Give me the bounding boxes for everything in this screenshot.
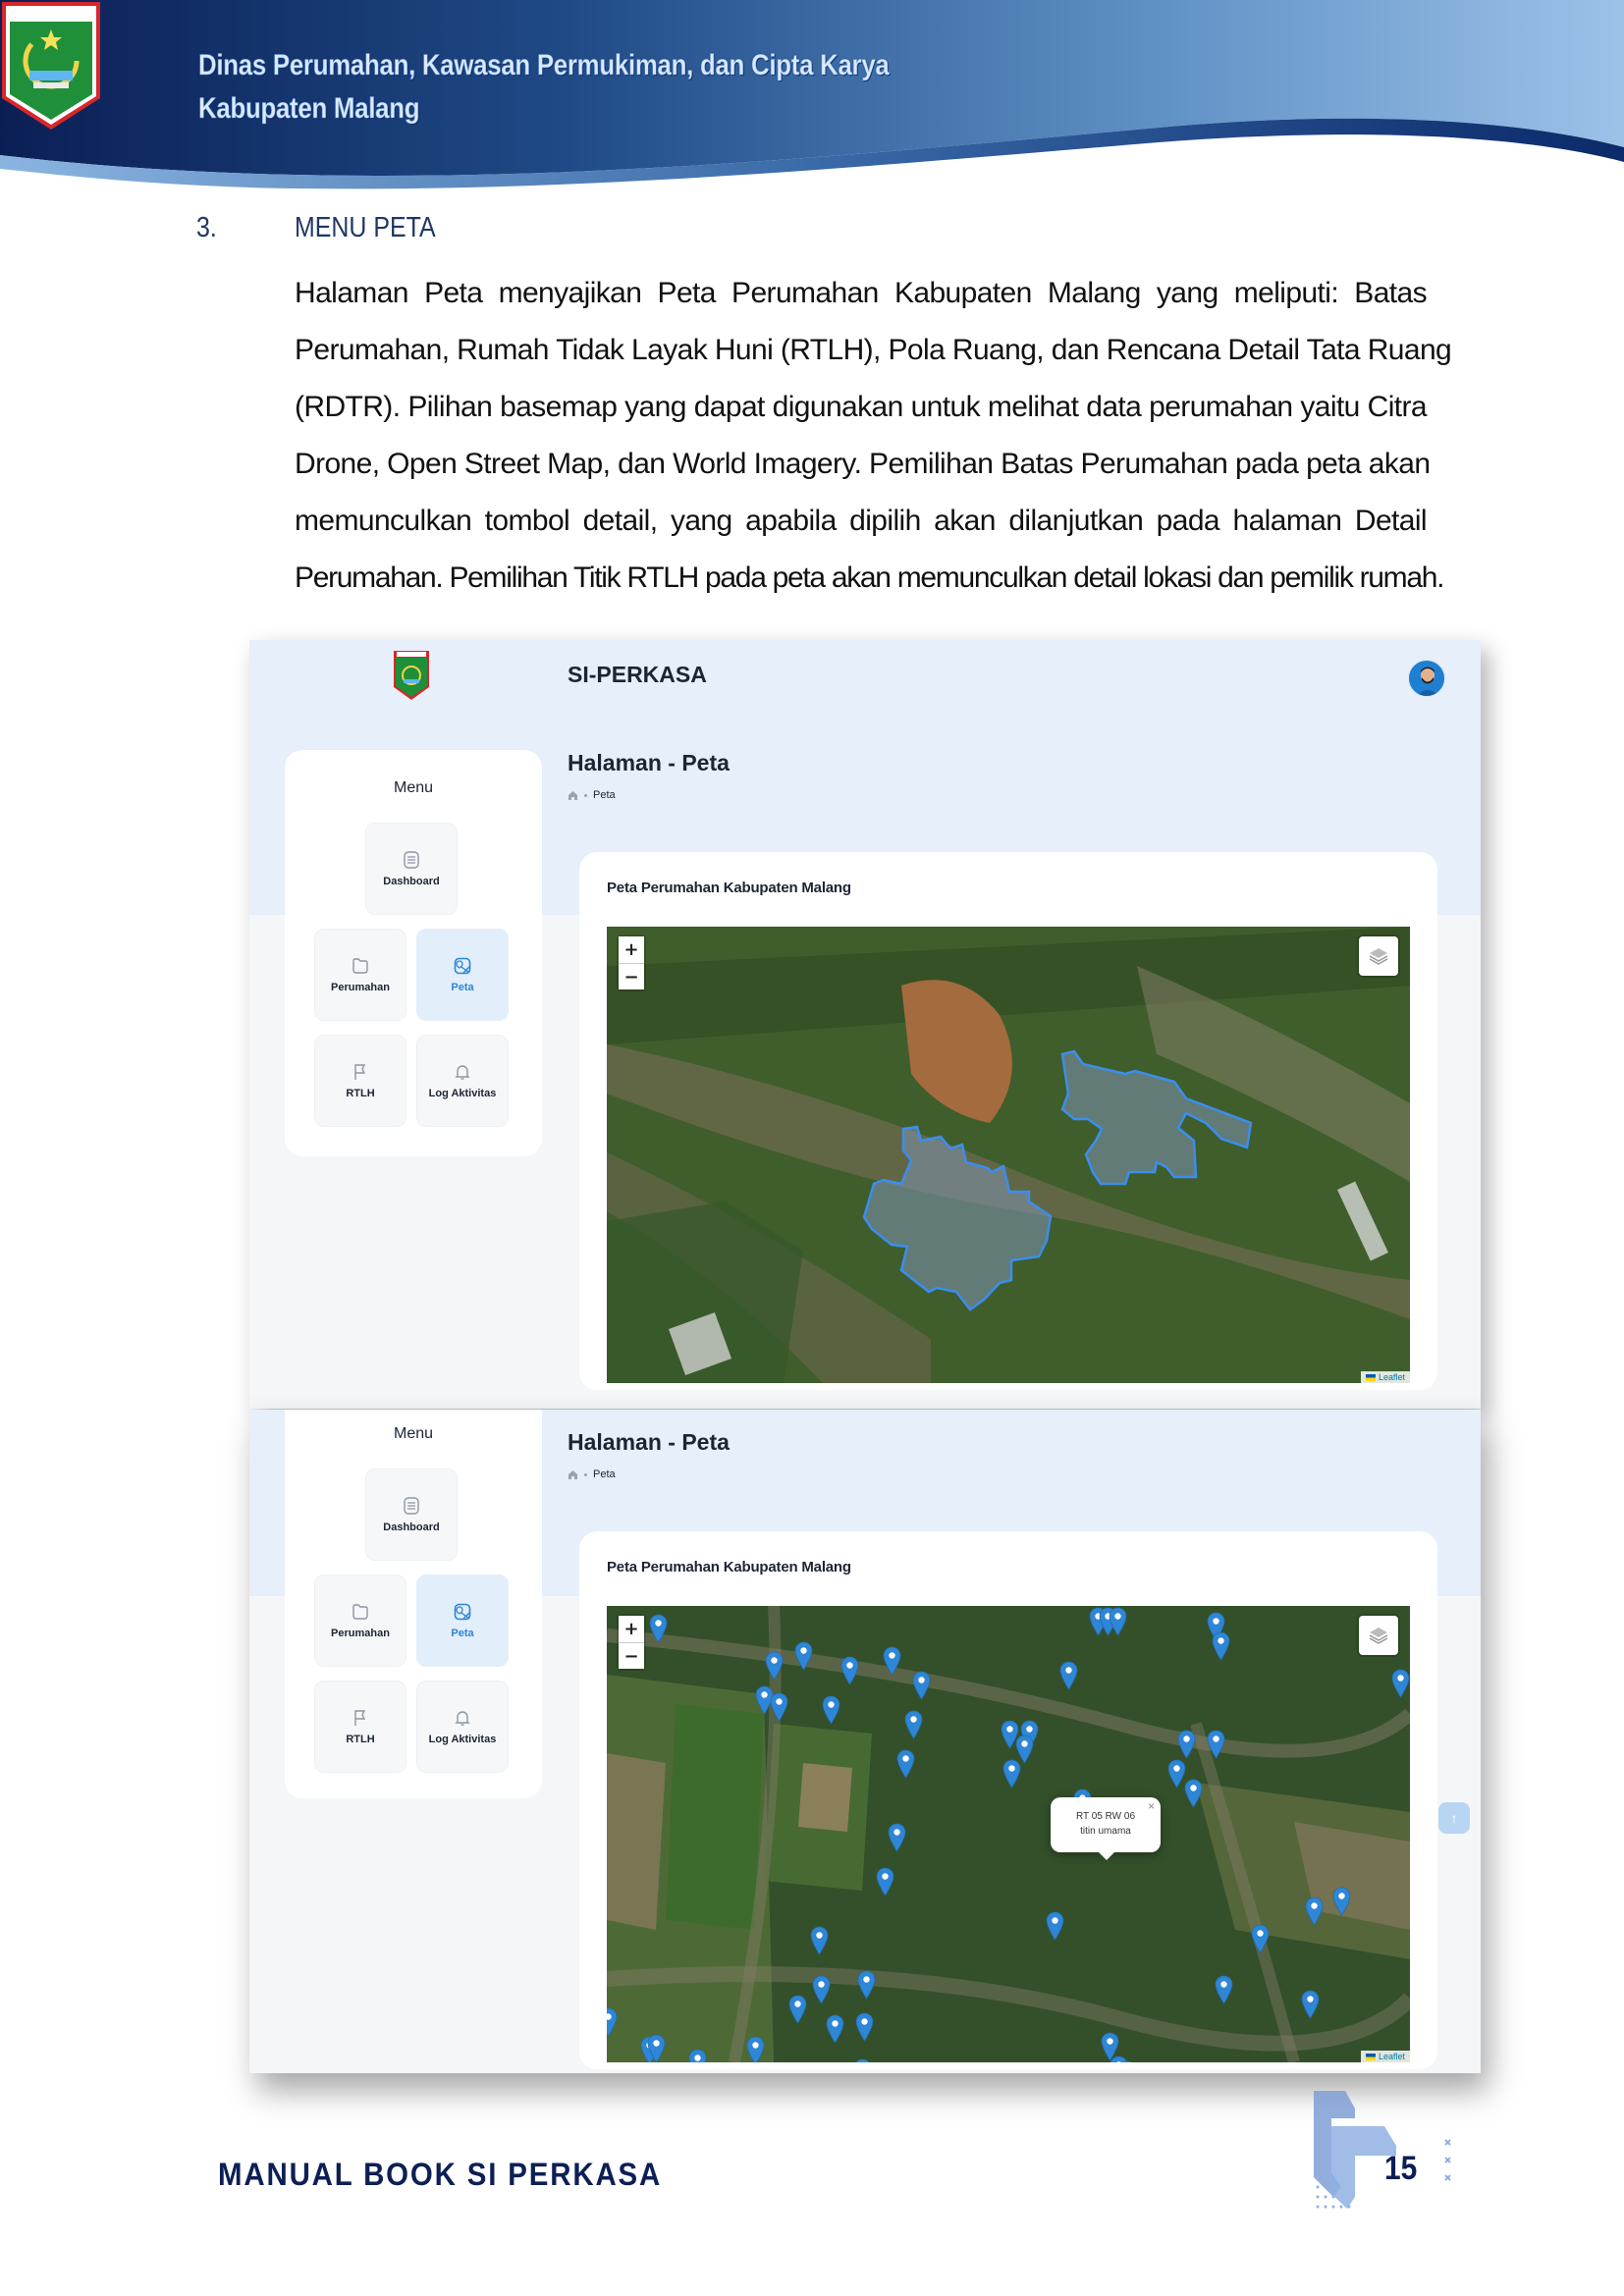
page-heading: Halaman - Peta bbox=[568, 1429, 730, 1455]
menu-item-label: RTLH bbox=[346, 1088, 375, 1099]
rtlh-marker-icon[interactable] bbox=[888, 1823, 906, 1852]
home-icon[interactable] bbox=[568, 1469, 578, 1480]
menu-item-label: Dashboard bbox=[383, 876, 440, 887]
flag-icon bbox=[351, 1708, 370, 1728]
paragraph-line: Perumahan. Pemilihan Titik RTLH pada peta akan memunculkan detail lokasi dan pemilik rumah. bbox=[295, 561, 1444, 594]
rtlh-marker-icon[interactable] bbox=[876, 1867, 894, 1896]
paragraph-line: memunculkan tombol detail, yang apabila dipilih akan dilanjutkan pada halaman Detail bbox=[295, 505, 1427, 537]
layers-control-button[interactable] bbox=[1359, 1616, 1398, 1655]
section-title: MENU PETA bbox=[295, 212, 436, 243]
rtlh-marker-icon[interactable] bbox=[1301, 1990, 1320, 2019]
map-card bbox=[579, 852, 1437, 1390]
menu-item-peta[interactable] bbox=[416, 1575, 509, 1667]
menu-item-dashboard[interactable] bbox=[365, 823, 458, 915]
satellite-map[interactable] bbox=[607, 1606, 1410, 2062]
menu-item-label: Peta bbox=[451, 982, 474, 993]
menu-item-label: RTLH bbox=[346, 1734, 375, 1745]
rtlh-marker-icon[interactable] bbox=[1207, 1730, 1225, 1759]
map-icon bbox=[453, 1602, 472, 1622]
menu-item-label: Log Aktivitas bbox=[428, 1088, 497, 1099]
rtlh-marker-icon[interactable] bbox=[1305, 1896, 1324, 1926]
satellite-map[interactable] bbox=[607, 927, 1410, 1383]
organization-name: Dinas Perumahan, Kawasan Permukiman, dan Cipta Karya bbox=[198, 49, 890, 81]
zoom-control bbox=[619, 1616, 644, 1669]
satellite-imagery bbox=[607, 927, 1410, 1383]
map-card-title: Peta Perumahan Kabupaten Malang bbox=[607, 1559, 851, 1575]
menu-item-dashboard[interactable] bbox=[365, 1468, 458, 1561]
paragraph-line: Drone, Open Street Map, dan World Imagery. Pemilihan Batas Perumahan pada peta akan bbox=[295, 448, 1431, 480]
app-title: SI-PERKASA bbox=[568, 662, 707, 687]
rtlh-marker-icon[interactable] bbox=[794, 1641, 813, 1671]
footer-decoration-graphic bbox=[1306, 2079, 1463, 2216]
rtlh-marker-icon[interactable] bbox=[1184, 1779, 1203, 1808]
app-logo-icon bbox=[393, 650, 430, 701]
rtlh-marker-icon[interactable] bbox=[826, 2014, 844, 2044]
rtlh-marker-icon[interactable] bbox=[788, 1995, 807, 2024]
breadcrumb-separator bbox=[584, 794, 587, 797]
menu-title: Menu bbox=[393, 779, 434, 796]
popup-owner: titin umama bbox=[1080, 1826, 1131, 1837]
list-icon bbox=[402, 850, 421, 870]
breadcrumb-current: Peta bbox=[593, 1468, 616, 1480]
map-card bbox=[579, 1531, 1437, 2069]
menu-item-rtlh[interactable] bbox=[314, 1035, 406, 1127]
menu-item-log-aktivitas[interactable] bbox=[416, 1681, 509, 1773]
kabupaten-malang-crest-icon bbox=[0, 0, 102, 132]
rtlh-marker-icon[interactable] bbox=[746, 2036, 765, 2062]
menu-item-label: Peta bbox=[451, 1628, 474, 1639]
layers-icon bbox=[1367, 1624, 1390, 1647]
rtlh-marker-icon[interactable] bbox=[896, 1749, 915, 1779]
ukraine-flag-icon bbox=[1366, 2054, 1376, 2060]
folder-icon bbox=[351, 956, 370, 976]
menu-item-perumahan[interactable] bbox=[314, 1575, 406, 1667]
page-heading: Halaman - Peta bbox=[568, 750, 730, 775]
rtlh-marker-icon[interactable] bbox=[647, 2034, 666, 2062]
map-attribution[interactable] bbox=[1361, 1371, 1410, 1383]
folder-icon bbox=[351, 1602, 370, 1622]
rtlh-marker-icon[interactable] bbox=[810, 1926, 829, 1955]
rtlh-marker-icon[interactable] bbox=[840, 1656, 859, 1685]
rtlh-marker-icon[interactable] bbox=[649, 1614, 668, 1643]
layers-control-button[interactable] bbox=[1359, 936, 1398, 976]
rtlh-marker-icon[interactable] bbox=[1118, 2060, 1137, 2062]
rtlh-marker-icon[interactable] bbox=[1002, 1759, 1021, 1789]
map-card-title: Peta Perumahan Kabupaten Malang bbox=[607, 880, 851, 896]
rtlh-marker-icon[interactable] bbox=[607, 2007, 618, 2037]
menu-item-label: Log Aktivitas bbox=[428, 1734, 497, 1745]
paragraph-line: Perumahan, Rumah Tidak Layak Huni (RTLH), Pola Ruang, dan Rencana Detail Tata Ruang bbox=[295, 334, 1452, 366]
rtlh-marker-icon[interactable] bbox=[1109, 1607, 1127, 1636]
rtlh-marker-icon[interactable] bbox=[770, 1692, 788, 1722]
map-attribution[interactable] bbox=[1361, 2051, 1410, 2062]
breadcrumb-separator bbox=[584, 1473, 587, 1476]
zoom-out-button[interactable]: − bbox=[619, 963, 644, 989]
organization-region: Kabupaten Malang bbox=[198, 92, 420, 125]
sidebar-menu bbox=[285, 750, 542, 1156]
rtlh-marker-icon[interactable] bbox=[912, 1671, 931, 1700]
zoom-out-button[interactable]: − bbox=[619, 1642, 644, 1669]
rtlh-marker-icon[interactable] bbox=[904, 1710, 923, 1739]
page-number: 15 bbox=[1384, 2150, 1418, 2187]
rtlh-marker-icon[interactable] bbox=[1212, 1631, 1230, 1661]
list-icon bbox=[402, 1496, 421, 1516]
rtlh-marker-icon[interactable] bbox=[1046, 1911, 1064, 1941]
breadcrumb-current: Peta bbox=[593, 789, 616, 801]
leaflet-link[interactable]: Leaflet bbox=[1378, 1372, 1405, 1382]
paragraph-line: (RDTR). Pilihan basemap yang dapat digunakan untuk melihat data perumahan yaitu Citra bbox=[295, 391, 1427, 423]
home-icon[interactable] bbox=[568, 790, 578, 801]
rtlh-marker-icon[interactable] bbox=[853, 2058, 872, 2062]
document-header-banner bbox=[0, 0, 1624, 196]
flag-icon bbox=[351, 1062, 370, 1082]
rtlh-marker-icon[interactable] bbox=[1059, 1661, 1078, 1690]
leaflet-link[interactable]: Leaflet bbox=[1378, 2052, 1405, 2061]
rtlh-marker-icon[interactable] bbox=[1332, 1887, 1351, 1916]
rtlh-marker-icon[interactable] bbox=[822, 1695, 840, 1725]
section-number: 3. bbox=[196, 212, 217, 243]
popup-close-button[interactable]: × bbox=[1147, 1799, 1155, 1813]
rtlh-marker-icon[interactable] bbox=[1251, 1924, 1270, 1953]
popup-location: RT 05 RW 06 bbox=[1075, 1811, 1136, 1822]
map-icon bbox=[453, 956, 472, 976]
menu-item-label: Perumahan bbox=[331, 1628, 390, 1639]
zoom-control bbox=[619, 936, 644, 989]
breadcrumb bbox=[568, 789, 616, 801]
ukraine-flag-icon bbox=[1366, 1374, 1376, 1381]
zoom-in-button[interactable]: + bbox=[619, 1616, 644, 1642]
screenshot-map-rtlh-points bbox=[249, 1410, 1481, 2073]
rtlh-marker-icon[interactable] bbox=[688, 2049, 707, 2062]
rtlh-marker-icon[interactable] bbox=[1391, 1669, 1410, 1698]
menu-item-rtlh[interactable] bbox=[314, 1681, 406, 1773]
rtlh-marker-icon[interactable] bbox=[855, 2012, 874, 2042]
rtlh-popup bbox=[1051, 1797, 1161, 1852]
bell-icon bbox=[453, 1062, 472, 1082]
rtlh-marker-icon[interactable] bbox=[1177, 1730, 1196, 1759]
section-paragraph bbox=[295, 265, 1452, 607]
bell-icon bbox=[453, 1708, 472, 1728]
footer-title: MANUAL BOOK SI PERKASA bbox=[218, 2157, 663, 2192]
layers-icon bbox=[1367, 944, 1390, 968]
scroll-to-top-button[interactable]: ↑ bbox=[1438, 1802, 1470, 1834]
user-avatar[interactable] bbox=[1408, 660, 1445, 697]
rtlh-marker-icon[interactable] bbox=[1215, 1975, 1233, 2004]
breadcrumb bbox=[568, 1468, 616, 1480]
zoom-in-button[interactable]: + bbox=[619, 936, 644, 963]
menu-item-peta[interactable] bbox=[416, 929, 509, 1021]
paragraph-line: Halaman Peta menyajikan Peta Perumahan Kabupaten Malang yang meliputi: Batas bbox=[295, 277, 1427, 309]
rtlh-marker-icon[interactable] bbox=[857, 1970, 876, 2000]
screenshot-map-boundaries bbox=[249, 640, 1481, 1409]
menu-title: Menu bbox=[393, 1425, 434, 1442]
sidebar-menu bbox=[285, 1410, 542, 1798]
menu-item-label: Perumahan bbox=[331, 982, 390, 993]
rtlh-marker-icon[interactable] bbox=[883, 1646, 901, 1676]
menu-item-perumahan[interactable] bbox=[314, 929, 406, 1021]
rtlh-marker-icon[interactable] bbox=[812, 1975, 831, 2004]
menu-item-log-aktivitas[interactable] bbox=[416, 1035, 509, 1127]
menu-item-label: Dashboard bbox=[383, 1522, 440, 1533]
rtlh-marker-icon[interactable] bbox=[765, 1651, 784, 1681]
satellite-imagery bbox=[607, 1606, 1410, 2062]
